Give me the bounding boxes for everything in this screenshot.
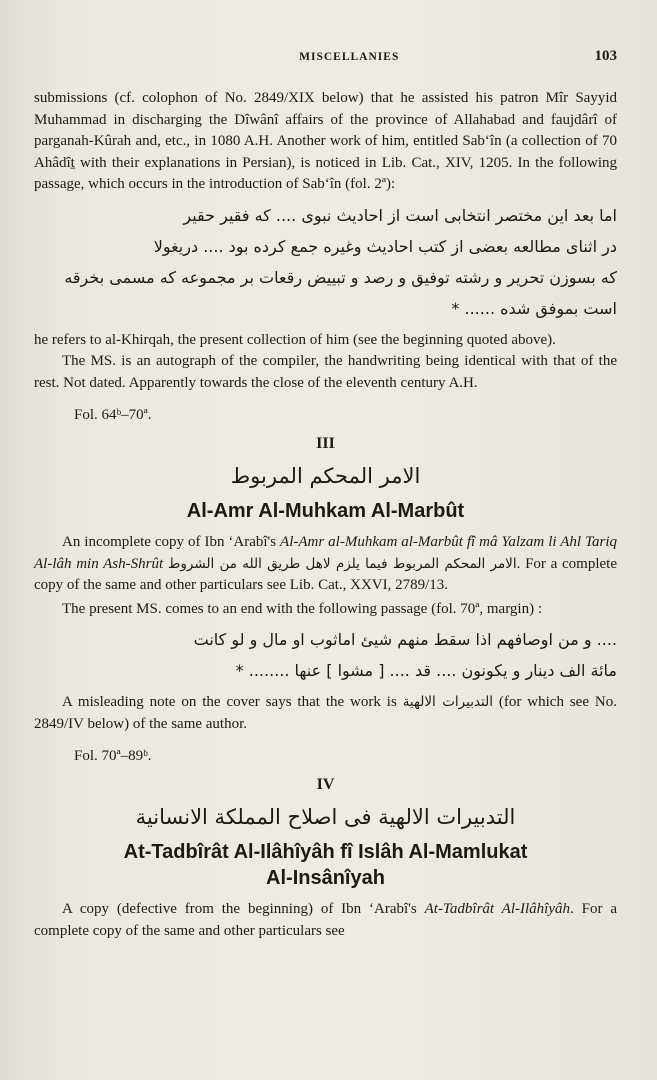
page-number: 103 xyxy=(594,48,617,64)
section-title-line: Al-Insânîyah xyxy=(266,867,385,889)
page-header xyxy=(34,48,617,88)
arabic-quote-2 xyxy=(34,624,617,686)
section-number: IV xyxy=(316,776,335,793)
description-paragraph xyxy=(34,532,617,597)
autograph-paragraph: The MS. is an autograph of the compiler, the handwriting being identical with that of the rest. Not dated. Apparently towards the close of the eleventh century A.H. xyxy=(34,353,617,391)
arabic-quote-line: اما بعد این مختصر انتخابی است از احادیث نبوی .... که فقیر حقیر xyxy=(183,205,617,225)
note-paragraph xyxy=(34,692,617,735)
folio-range: Fol. 70ª–89ᵇ. xyxy=(74,748,152,764)
section-title-line: At-Tadbîrât Al-Ilâhîyâh fî Islâh Al-Mamlukat xyxy=(123,841,528,863)
work-title: At-Tadbîrât Al-Ilâhîyâh xyxy=(424,901,570,917)
arabic-quote-line: .... و من اوصافهم اذا سقط منهم شیئ اماثوب او مال و لو کانت xyxy=(193,630,617,649)
arabic-quote-line: مائة الف دینار و یکونون .... قد .... [ مشوا ] عنها ........ * xyxy=(235,661,617,680)
arabic-quote-line: است بموفق شده ...... * xyxy=(451,298,617,318)
inline-arabic: التدبیرات الالهیة xyxy=(402,694,493,710)
work-title: Al-Amr al-Muhkam al-Marbût fî mâ Yalzam li Ahl Tariq Al-lâh min Ash-Shrût xyxy=(34,534,617,572)
description-paragraph xyxy=(34,899,617,942)
section-number: III xyxy=(316,435,335,452)
text-run: . For a complete copy of the same and other particulars see Lib. Cat., XXVI, 2789/13. xyxy=(34,555,617,593)
ending-paragraph: The present MS. comes to an end with the following passage (fol. 70ª, margin) : xyxy=(62,600,543,617)
folio-range: Fol. 64ᵇ–70ª. xyxy=(74,407,152,423)
section-arabic-title: الامر المحکم المربوط xyxy=(230,464,421,488)
inline-arabic: الامر المحکم المربوط فیما یلزم لاهل طریق الله من الشروط xyxy=(167,555,517,572)
section-title: Al-Amr Al-Muhkam Al-Marbût xyxy=(186,500,465,522)
intro-paragraph: submissions (cf. colophon of No. 2849/XIX below) that he assisted his patron Mîr Sayyid Muhammad in discharging the Dîwânî affairs of the province of Allahabad and faujdârî of parganah-Kûrah and, etc., in 1080 A.H. Another work of him, entitled Sab‘în (a collection of 70 Ahâdîṯ with their explanations in Persian), is noticed in Lib. Cat., XIV, 1205. In the following passage, which occurs in the introduction of Sab‘în (fol. 2ª): xyxy=(34,90,617,192)
text-run: (for which see No. 2849/IV below) of the same author. xyxy=(34,694,617,732)
text-run: A misleading note on the cover says that the work is xyxy=(62,694,403,710)
arabic-quote-line: که بسوزن تحریر و رشته توفیق و رصد و تبییض رقعات بر مجموعه که مسمی بخرقه xyxy=(64,267,617,287)
arabic-quote-1 xyxy=(34,200,617,324)
arabic-quote-line: در اثنای مطالعه بعضی از کتب احادیث وغیره جمع کرده بود .... دریغولا xyxy=(153,236,617,256)
text-run: A copy (defective from the beginning) of Ibn ‘Arabî's xyxy=(62,901,425,917)
text-run: . For a complete copy of the same and other particulars see xyxy=(34,901,617,939)
text-run: An incomplete copy of Ibn ‘Arabî's xyxy=(62,534,281,550)
section-arabic-title: التدبیرات الالهیة فی اصلاح المملکة الانسانیة xyxy=(135,805,516,829)
khirqah-paragraph: he refers to al-Khirqah, the present collection of him (see the beginning quoted above). xyxy=(34,331,556,348)
running-head: MISCELLANIES xyxy=(299,51,400,63)
section-title xyxy=(34,839,617,891)
